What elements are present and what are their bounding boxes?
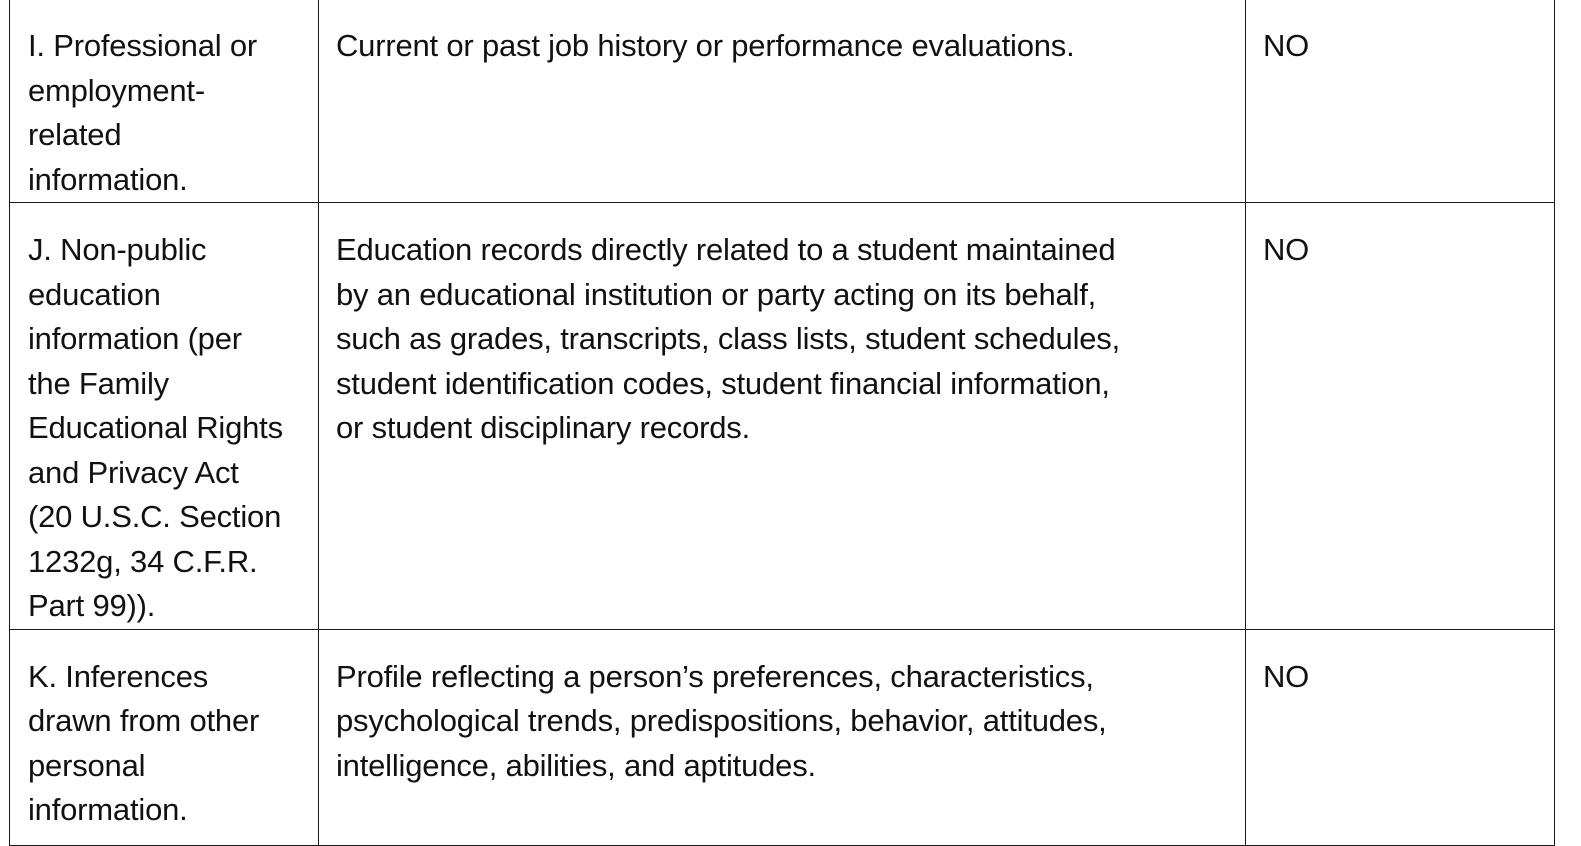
category-line: Educational Rights — [28, 410, 283, 445]
examples-line: intelligence, abilities, and aptitudes. — [336, 747, 816, 783]
category-line: and Privacy Act — [28, 454, 239, 490]
personal-information-table — [9, 0, 1555, 846]
category-line: 1232g, 34 C.F.R. — [28, 543, 258, 579]
category-line: Part 99)). — [28, 588, 156, 623]
category-line: K. Inferences — [28, 658, 209, 694]
category-cell — [10, 0, 319, 203]
examples-line: such as grades, transcripts, class lists, student schedules, — [336, 321, 1121, 356]
category-line: personal — [28, 747, 146, 783]
examples-line: Education records directly related to a student maintained — [336, 232, 1116, 267]
table-row — [10, 0, 1555, 203]
collected-cell — [1246, 0, 1555, 203]
table-row — [10, 629, 1555, 845]
collected-value: NO — [1263, 232, 1310, 267]
category-line: information (per — [28, 321, 242, 356]
examples-text: Current or past job history or performance evaluations. — [336, 28, 1075, 63]
category-cell — [10, 203, 319, 630]
category-line: I. Professional or — [28, 28, 258, 63]
table-row — [10, 203, 1555, 630]
examples-line: Profile reflecting a person’s preferences, characteristics, — [336, 658, 1094, 694]
category-line: related — [28, 117, 122, 152]
collected-cell — [1246, 629, 1555, 845]
examples-cell — [319, 0, 1246, 203]
category-line: employment- — [28, 72, 205, 108]
examples-line: or student disciplinary records. — [336, 410, 751, 445]
examples-cell — [319, 203, 1246, 630]
collected-value: NO — [1263, 658, 1310, 694]
category-line: drawn from other — [28, 703, 260, 738]
collected-value: NO — [1263, 28, 1310, 63]
examples-line: student identification codes, student financial information, — [336, 365, 1110, 401]
examples-line: by an educational institution or party acting on its behalf, — [336, 276, 1097, 312]
category-line: information. — [28, 161, 188, 197]
examples-cell — [319, 629, 1246, 845]
category-line: education — [28, 276, 161, 312]
category-line: the Family — [28, 365, 169, 401]
category-cell — [10, 629, 319, 845]
collected-cell — [1246, 203, 1555, 630]
category-line: information. — [28, 792, 188, 827]
category-line: J. Non-public — [28, 232, 207, 267]
category-line: (20 U.S.C. Section — [28, 499, 282, 534]
examples-line: psychological trends, predispositions, behavior, attitudes, — [336, 703, 1107, 738]
